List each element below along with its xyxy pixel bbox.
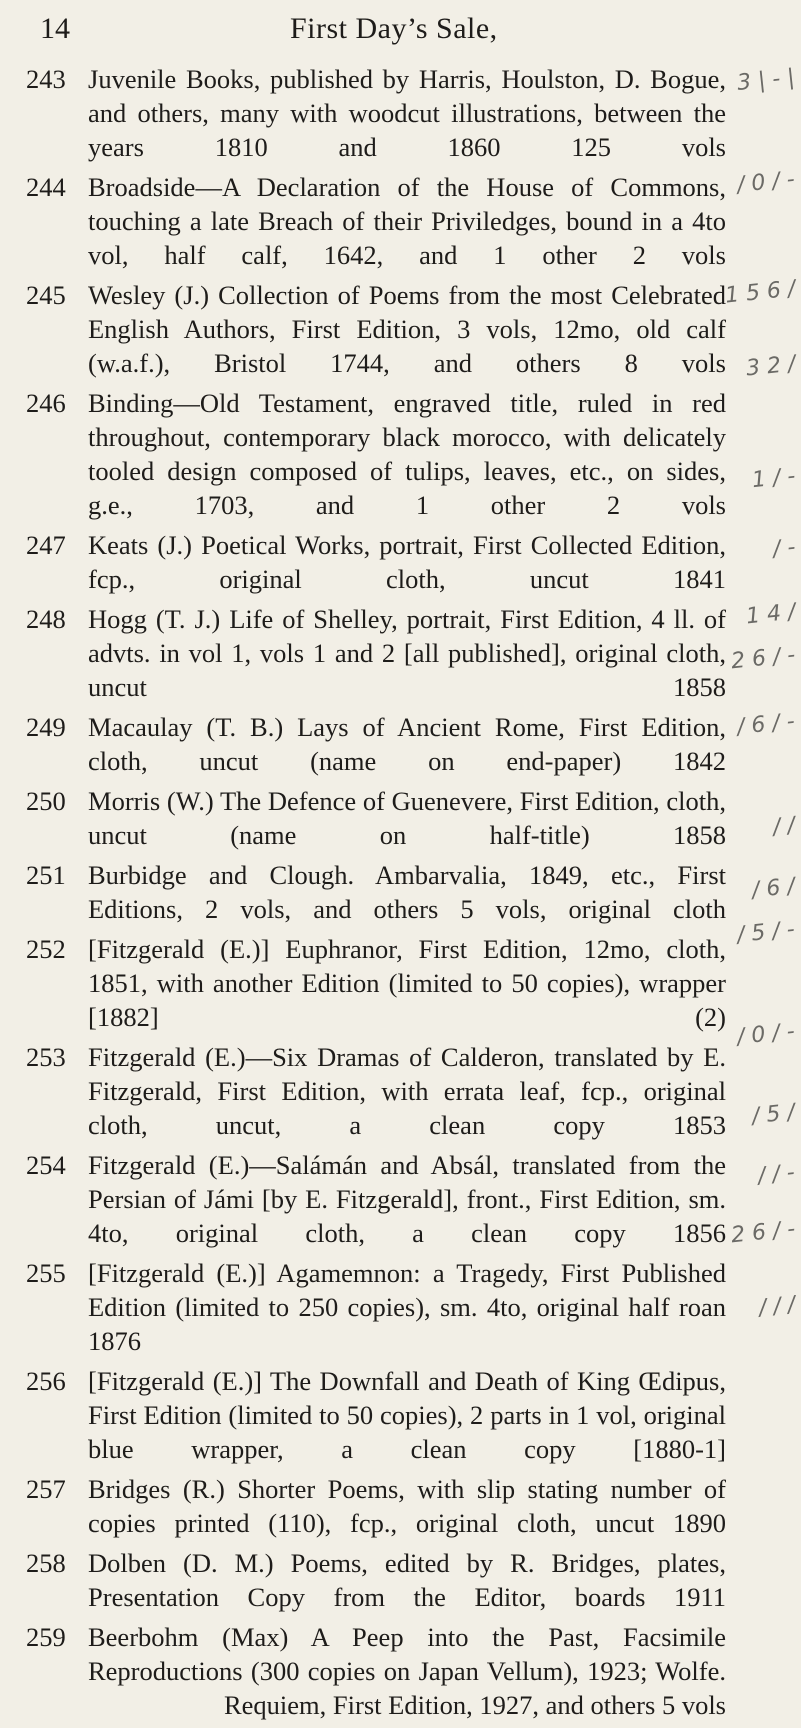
lot-description: Wesley (J.) Collection of Poems from the most Celebrated English Authors, First Edition, 3 vols, 12mo, old calf (w.a.f.), Bristol 1744, and others 8 vols [88,280,726,378]
lot-number: 255 [26,1258,66,1288]
lot-entry [26,1620,726,1722]
lot-description: [Fitzgerald (E.)] The Downfall and Death of King Œdipus, First Edition (limited to 50 copies), 2 parts in 1 vol, original blue wrapper, a clean copy [1880-1] [88,1366,726,1464]
lot-description: Hogg (T. J.) Life of Shelley, portrait, First Edition, 4 ll. of advts. in vol 1, vols 1 and 2 [all published], original cloth, uncut 1858 [88,604,726,702]
lot-entry [26,528,726,596]
lot-list [26,62,726,1728]
handwritten-price: 3 2 / [744,351,797,382]
lot-description: [Fitzgerald (E.)] Agamemnon: a Tragedy, First Published Edition (limited to 250 copies), sm. 4to, original half roan 1876 [88,1258,726,1356]
page-number: 14 [40,12,70,45]
lot-description: Fitzgerald (E.)—Six Dramas of Calderon, translated by E. Fitzgerald, First Edition, with errata leaf, fcp., original cloth, uncut, a clean copy 1853 [88,1042,726,1140]
lot-description: Juvenile Books, published by Harris, Houlston, D. Bogue, and others, many with woodcut illustrations, between the years 1810 and 1860 125 vols [88,64,726,162]
handwritten-price: / - [771,534,797,563]
handwritten-price: 1 5 6 / [723,276,797,309]
lot-description: Broadside—A Declaration of the House of Commons, touching a late Breach of their Priviledges, bound in a 4to vol, half calf, 1642, and 1 other 2 vols [88,172,726,270]
lot-entry [26,278,726,380]
lot-number: 246 [26,388,66,418]
lot-entry [26,784,726,852]
lot-entry [26,1148,726,1250]
lot-description: [Fitzgerald (E.)] Euphranor, First Edition, 12mo, cloth, 1851, with another Edition (limited to 50 copies), wrapper [1882] (2) [88,934,726,1032]
lot-description: Burbidge and Clough. Ambarvalia, 1849, etc., First Editions, 2 vols, and others 5 vols, original cloth [88,860,726,924]
lot-description: Fitzgerald (E.)—Salámán and Absál, translated from the Persian of Jámi [by E. Fitzgerald], front., First Edition, sm. 4to, original cloth, a clean copy 1856 [88,1150,726,1248]
lot-description: Macaulay (T. B.) Lays of Ancient Rome, First Edition, cloth, uncut (name on end-paper) 1842 [88,712,726,776]
page-header [40,8,660,48]
handwritten-price: 1 4 / [744,599,797,630]
lot-number: 259 [26,1622,66,1652]
handwritten-price: 2 6 / - [729,1216,797,1249]
lot-number: 245 [26,280,66,310]
lot-number: 254 [26,1150,66,1180]
handwritten-price: 3 | - | [736,65,797,96]
handwritten-price-annotations [723,62,801,1321]
lot-entry [26,1040,726,1142]
lot-entry [26,858,726,926]
lot-number: 251 [26,860,66,890]
lot-entry [26,1546,726,1614]
lot-number: 247 [26,530,66,560]
lot-number: 248 [26,604,66,634]
lot-description: Dolben (D. M.) Poems, edited by R. Bridges, plates, Presentation Copy from the Editor, boards 1911 [88,1548,726,1612]
lot-description: Beerbohm (Max) A Peep into the Past, Facsimile Reproductions (300 copies on Japan Vellum), 1923; Wolfe. Requiem, First Edition, 1927, and others 5 vols [88,1622,726,1720]
lot-entry [26,710,726,778]
lot-description: Morris (W.) The Defence of Guenevere, First Edition, cloth, uncut (name on half-title) 1858 [88,786,726,850]
lot-number: 253 [26,1042,66,1072]
lot-entry [26,62,726,164]
lot-number: 250 [26,786,66,816]
lot-entry [26,386,726,522]
lot-entry [26,1472,726,1540]
running-title: First Day’s Sale, [290,12,498,45]
lot-number: 258 [26,1548,66,1578]
handwritten-price: / 5 / [750,1099,797,1130]
handwritten-price: / 5 / - [736,917,797,948]
lot-entry [26,1364,726,1466]
handwritten-price: / 0 / - [736,1019,797,1050]
lot-number: 243 [26,64,66,94]
handwritten-price: / 6 / [750,873,797,904]
handwritten-price: 1 / - [750,463,797,494]
lot-entry [26,932,726,1034]
handwritten-price: / / - [757,1160,797,1189]
handwritten-price: / 0 / - [736,167,797,198]
lot-entry [26,170,726,272]
lot-description: Keats (J.) Poetical Works, portrait, First Collected Edition, fcp., original cloth, uncut 1841 [88,530,726,594]
lot-number: 244 [26,172,66,202]
lot-entry [26,602,726,704]
lot-number: 256 [26,1366,66,1396]
handwritten-price: / / / [757,1292,797,1321]
lot-number: 257 [26,1474,66,1504]
lot-entry [26,1256,726,1358]
lot-number: 249 [26,712,66,742]
handwritten-price: / / [771,812,797,841]
handwritten-price: / 6 / - [736,709,797,740]
lot-number: 252 [26,934,66,964]
handwritten-price: 2 6 / - [729,642,797,675]
lot-description: Binding—Old Testament, engraved title, ruled in red throughout, contemporary black morocco, with delicately tooled design composed of tulips, leaves, etc., on sides, g.e., 1703, and 1 other 2 vols [88,388,726,520]
lot-description: Bridges (R.) Shorter Poems, with slip stating number of copies printed (110), fcp., original cloth, uncut 1890 [88,1474,726,1538]
